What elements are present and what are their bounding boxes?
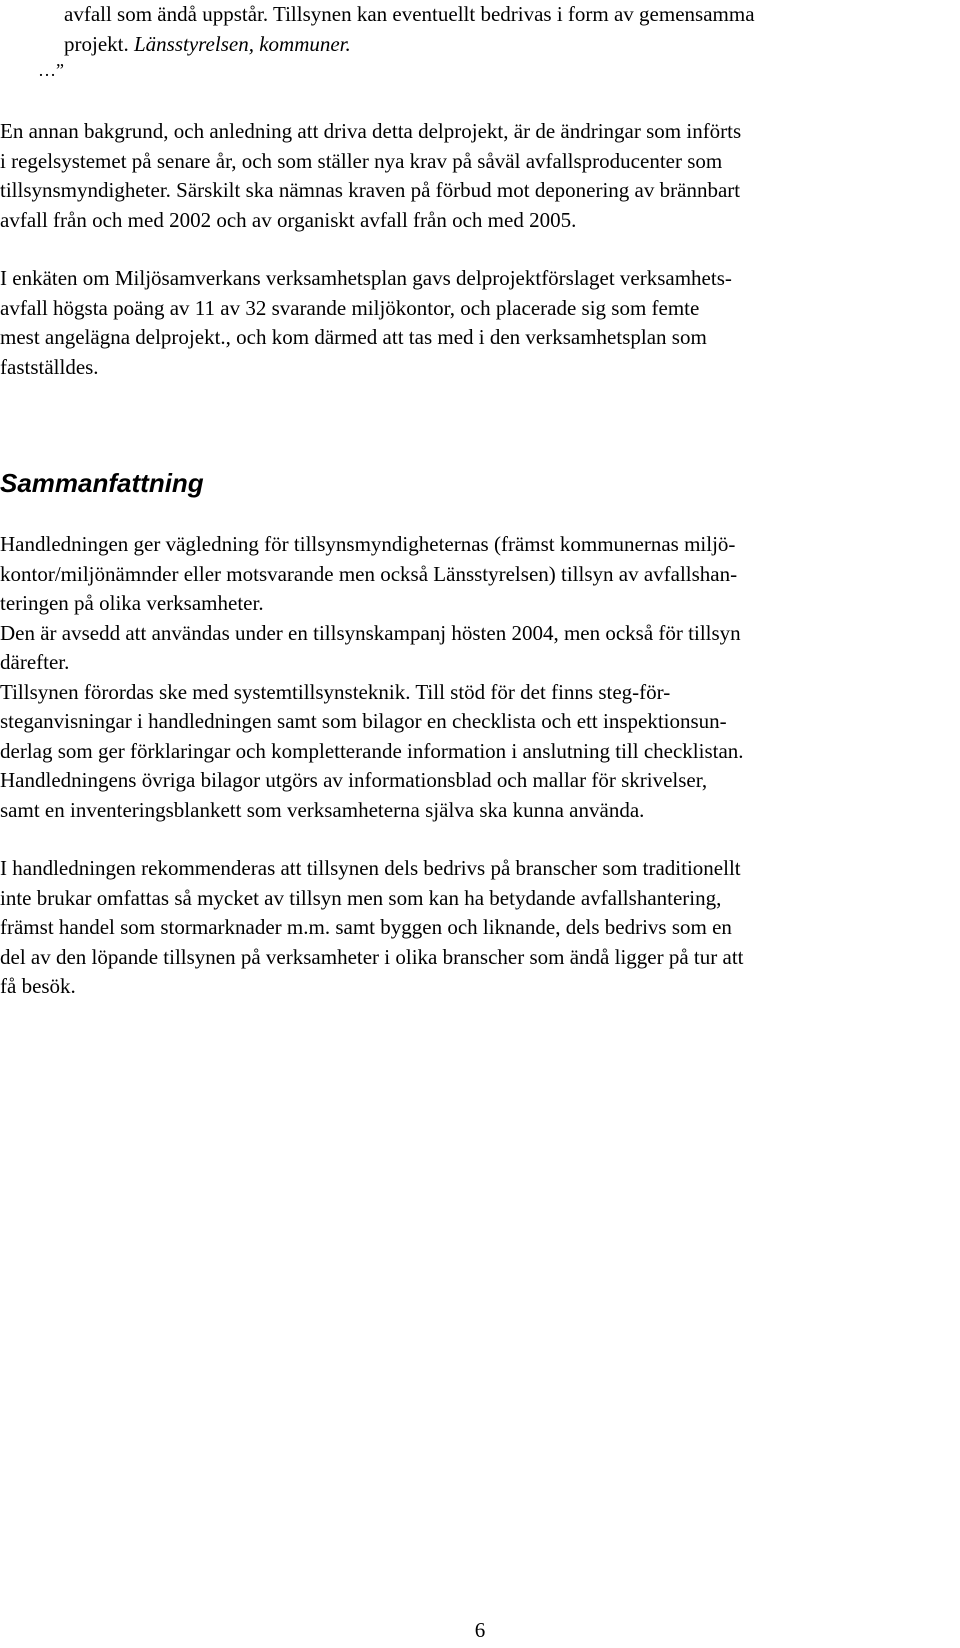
paragraph-line: avfall högsta poäng av 11 av 32 svarande miljökontor, och placerade sig som femte (0, 296, 700, 320)
paragraph-line: tillsynsmyndigheter. Särskilt ska nämnas kraven på förbud mot deponering av brännbart (0, 178, 741, 202)
paragraph-line: i regelsystemet på senare år, och som ställer nya krav på såväl avfallsproducenter som (0, 149, 723, 173)
summary-line: Handledningens övriga bilagor utgörs av informationsblad och mallar för skrivelser, (0, 768, 708, 792)
summary-line: steganvisningar i handledningen samt som bilagor en checklista och ett inspektionsun- (0, 709, 727, 733)
summary-line: främst handel som stormarknader m.m. samt byggen och liknande, dels bedrivs som en (0, 915, 732, 939)
summary-line: inte brukar omfattas så mycket av tillsyn men som kan ha betydande avfallshantering, (0, 886, 722, 910)
intro-line-2 (64, 30, 351, 60)
summary-line: kontor/miljönämnder eller motsvarande men också Länsstyrelsen) tillsyn av avfallshan- (0, 562, 738, 586)
paragraph-line: mest angelägna delprojekt., och kom därmed att tas med i den verksamhetsplan som (0, 325, 707, 349)
intro-line-2-italic: Länsstyrelsen, kommuner. (133, 32, 351, 56)
paragraph-line: En annan bakgrund, och anledning att driva detta delprojekt, är de ändringar som införts (0, 119, 742, 143)
page-number: 6 (474, 1618, 486, 1642)
paragraph-line: avfall från och med 2002 och av organiskt avfall från och med 2005. (0, 208, 577, 232)
closing-quote: …” (38, 60, 64, 80)
summary-line: Den är avsedd att användas under en tillsynskampanj hösten 2004, men också för tillsyn (0, 621, 741, 645)
summary-line: del av den löpande tillsynen på verksamheter i olika branscher som ändå ligger på tur att (0, 945, 744, 969)
section-heading: Sammanfattning (0, 468, 204, 498)
paragraph-line: fastställdes. (0, 355, 99, 379)
summary-line: få besök. (0, 974, 76, 998)
intro-line-2-plain: projekt. (64, 32, 134, 56)
summary-line: samt en inventeringsblankett som verksamheterna själva ska kunna använda. (0, 798, 645, 822)
summary-line: därefter. (0, 650, 70, 674)
summary-line: I handledningen rekommenderas att tillsynen dels bedrivs på branscher som traditionellt (0, 856, 741, 880)
summary-line: derlag som ger förklaringar och kompletterande information i anslutning till checklistan. (0, 739, 744, 763)
summary-line: Tillsynen förordas ske med systemtillsynsteknik. Till stöd för det finns steg-för- (0, 680, 671, 704)
intro-line-1: avfall som ändå uppstår. Tillsynen kan eventuellt bedrivas i form av gemensamma (64, 2, 755, 26)
paragraph-line: I enkäten om Miljösamverkans verksamhetsplan gavs delprojektförslaget verksamhets- (0, 266, 732, 290)
summary-line: Handledningen ger vägledning för tillsynsmyndigheternas (främst kommunernas miljö- (0, 532, 736, 556)
summary-line: teringen på olika verksamheter. (0, 591, 264, 615)
